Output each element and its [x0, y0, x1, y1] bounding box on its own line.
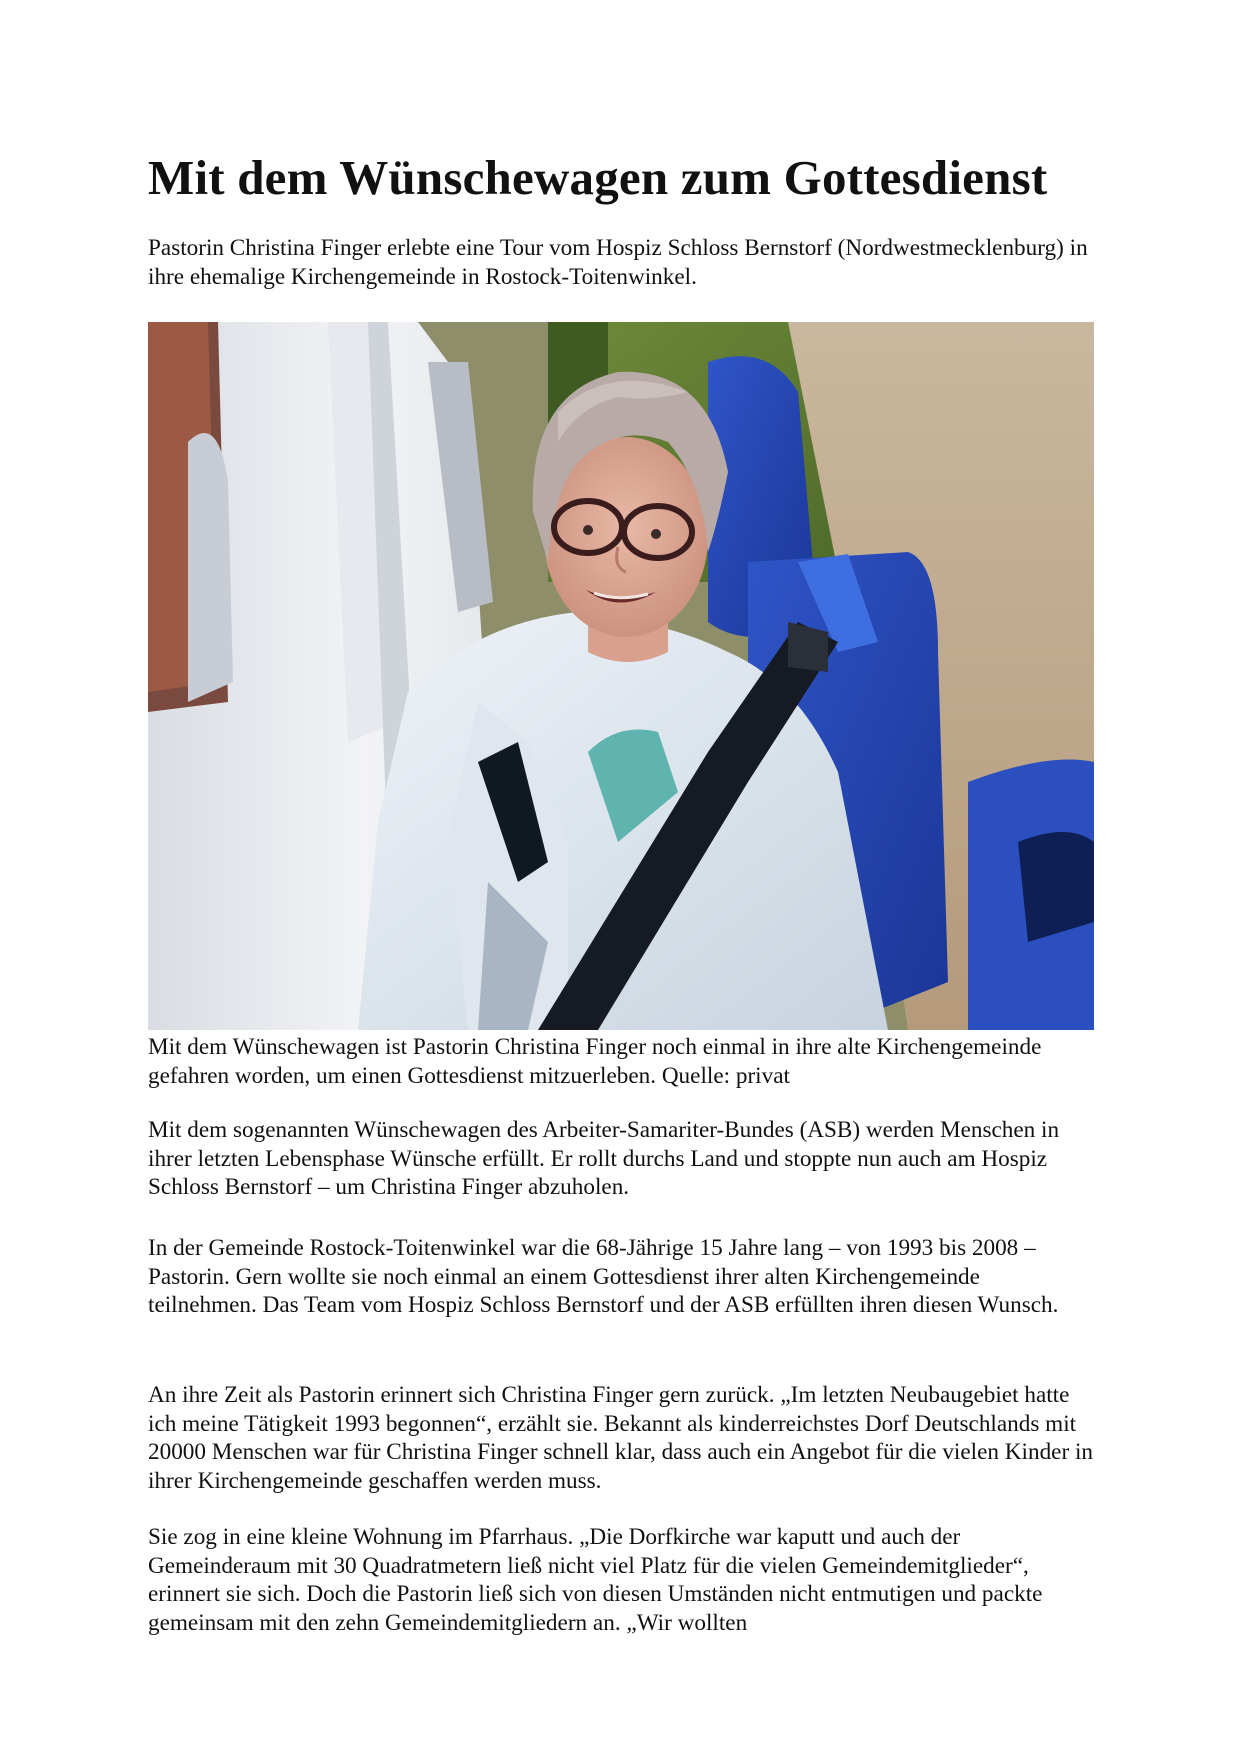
article-paragraph: In der Gemeinde Rostock-Toitenwinkel war die 68-Jährige 15 Jahre lang – von 1993 bis 2008 – Pastorin. Gern wollte sie noch einmal an einem Gottesdienst ihrer alten Kirchengemeinde teilnehmen. Das Team vom Hospiz Schloss Bernstorf und der ASB erfüllten ihren diesen Wunsch.: [148, 1235, 1059, 1318]
article-paragraph: Mit dem sogenannten Wünschewagen des Arbeiter-Samariter-Bundes (ASB) werden Menschen in ihrer letzten Lebensphase Wünsche erfüllt. Er rollt durchs Land und stoppte nun auch am Hospiz Schloss Bernstorf – um Christina Finger abzuholen.: [148, 1117, 1060, 1200]
photo-caption: Mit dem Wünschewagen ist Pastorin Christina Finger noch einmal in ihre alte Kirchengemeinde gefahren worden, um einen Gottesdienst mitzuerleben. Quelle: privat: [148, 1034, 1042, 1089]
article-photo: [148, 322, 1094, 1030]
article-lead: Pastorin Christina Finger erlebte eine Tour vom Hospiz Schloss Bernstorf (Nordwestmecklenburg) in ihre ehemalige Kirchengemeinde in Rostock-Toitenwinkel.: [148, 235, 1088, 290]
article-paragraph: Sie zog in eine kleine Wohnung im Pfarrhaus. „Die Dorfkirche war kaputt und auch der Gemeinderaum mit 30 Quadratmetern ließ nicht viel Platz für die vielen Gemeindemitglieder“, erinnert sie sich. Doch die Pastorin ließ sich von diesen Umständen nicht entmutigen und packte gemeinsam mit den zehn Gemeindemitgliedern an. „Wir wollten: [148, 1524, 1043, 1636]
article-title: Mit dem Wünschewagen zum Gottesdienst: [148, 150, 1048, 205]
article-paragraph: An ihre Zeit als Pastorin erinnert sich Christina Finger gern zurück. „Im letzten Neubaugebiet hatte ich meine Tätigkeit 1993 begonnen“, erzählt sie. Bekannt als kinderreichstes Dorf Deutschlands mit 20000 Menschen war für Christina Finger schnell klar, dass auch ein Angebot für die vielen Kinder in ihrer Kirchengemeinde geschaffen werden muss.: [148, 1382, 1094, 1494]
